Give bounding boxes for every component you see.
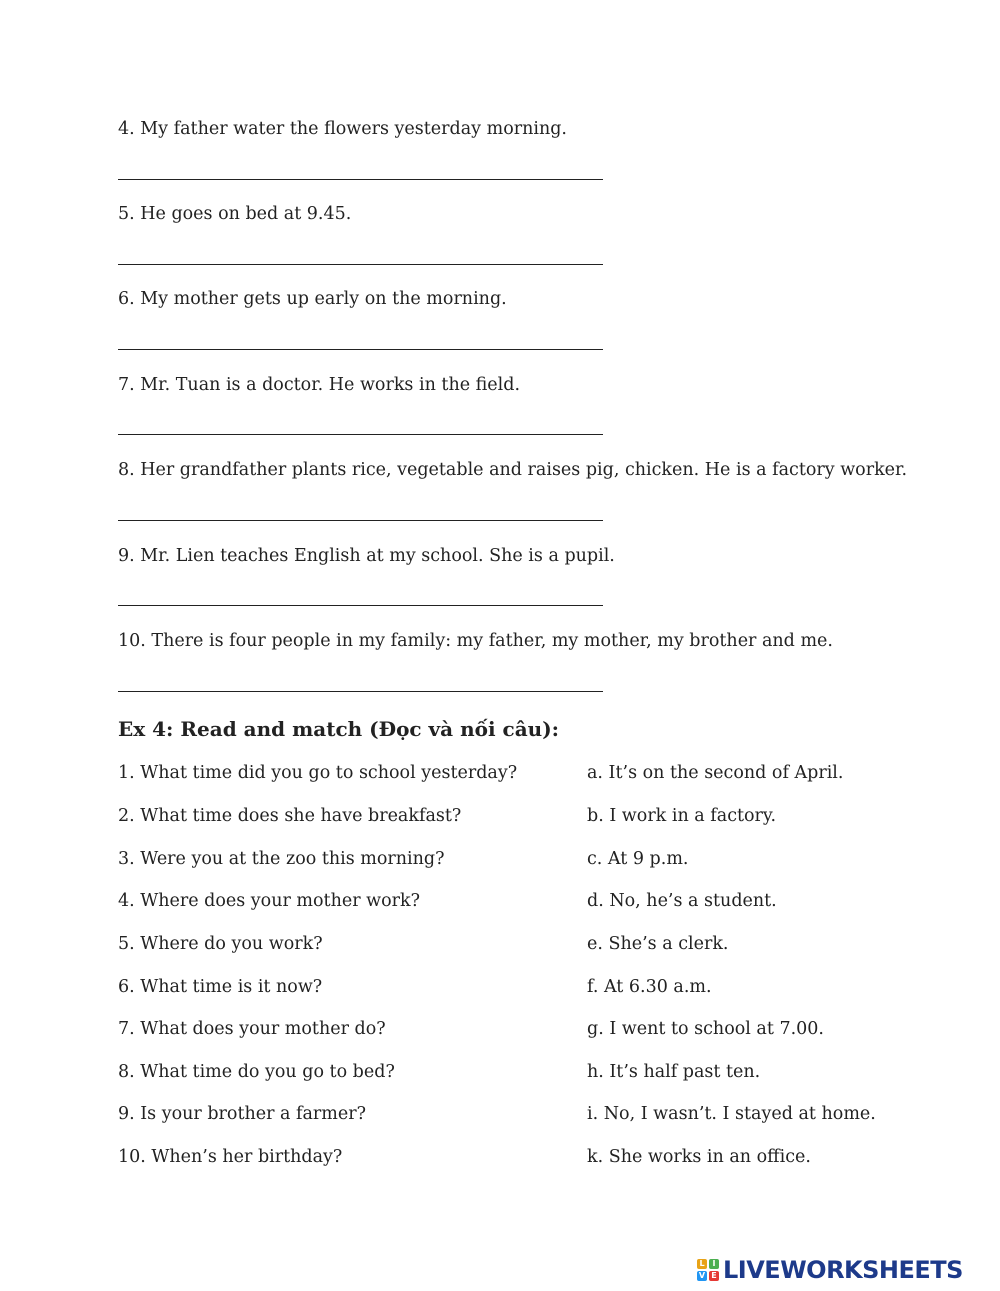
liveworksheets-logo [697,1254,963,1286]
match-question-8[interactable]: 8. What time do you go to bed? [118,1062,395,1082]
match-answer-i[interactable]: i. No, I wasn’t. I stayed at home. [587,1104,876,1124]
match-answer-k[interactable]: k. She works in an office. [587,1147,811,1167]
answer-line-5[interactable] [118,264,603,265]
answer-line-7[interactable] [118,434,603,435]
mark-cell-v: V [698,1271,706,1280]
exercise-sentence-4: 4. My father water the flowers yesterday morning. [118,119,567,139]
match-question-7[interactable]: 7. What does your mother do? [118,1019,386,1039]
match-answer-d[interactable]: d. No, he’s a student. [587,891,777,911]
answer-line-10[interactable] [118,691,603,692]
match-question-3[interactable]: 3. Were you at the zoo this morning? [118,849,445,869]
exercise-sentence-9: 9. Mr. Lien teaches English at my school. She is a pupil. [118,546,615,566]
answer-line-6[interactable] [118,349,603,350]
match-question-4[interactable]: 4. Where does your mother work? [118,891,421,911]
mark-cell-i: I [709,1259,719,1269]
match-answer-a[interactable]: a. It’s on the second of April. [587,763,844,783]
match-question-1[interactable]: 1. What time did you go to school yesterday? [118,763,518,783]
match-answer-g[interactable]: g. I went to school at 7.00. [587,1019,824,1039]
match-answer-h[interactable]: h. It’s half past ten. [587,1062,761,1082]
exercise-sentence-10: 10. There is four people in my family: my father, my mother, my brother and me. [118,631,833,651]
mark-cell-l: L [697,1259,707,1269]
logo-text: LIVEWORKSHEETS [723,1256,963,1284]
match-answer-f[interactable]: f. At 6.30 a.m. [587,977,712,997]
match-question-10[interactable]: 10. When’s her birthday? [118,1147,343,1167]
match-question-5[interactable]: 5. Where do you work? [118,934,323,954]
answer-line-9[interactable] [118,605,603,606]
exercise-sentence-6: 6. My mother gets up early on the morning. [118,289,507,309]
answer-line-8[interactable] [118,520,603,521]
exercise-sentence-7: 7. Mr. Tuan is a doctor. He works in the field. [118,375,521,395]
match-answer-c[interactable]: c. At 9 p.m. [587,849,689,869]
liveworksheets-mark-icon [697,1259,719,1281]
mark-cell-e: E [709,1271,719,1281]
answer-line-4[interactable] [118,179,603,180]
match-answer-e[interactable]: e. She’s a clerk. [587,934,729,954]
match-question-6[interactable]: 6. What time is it now? [118,977,323,997]
match-question-9[interactable]: 9. Is your brother a farmer? [118,1104,366,1124]
exercise-4-heading: Ex 4: Read and match (Đọc và nối câu): [118,717,560,741]
match-question-2[interactable]: 2. What time does she have breakfast? [118,806,462,826]
match-answer-b[interactable]: b. I work in a factory. [587,806,777,826]
exercise-sentence-8: 8. Her grandfather plants rice, vegetable and raises pig, chicken. He is a factory worker. [118,460,908,480]
exercise-sentence-5: 5. He goes on bed at 9.45. [118,204,352,224]
